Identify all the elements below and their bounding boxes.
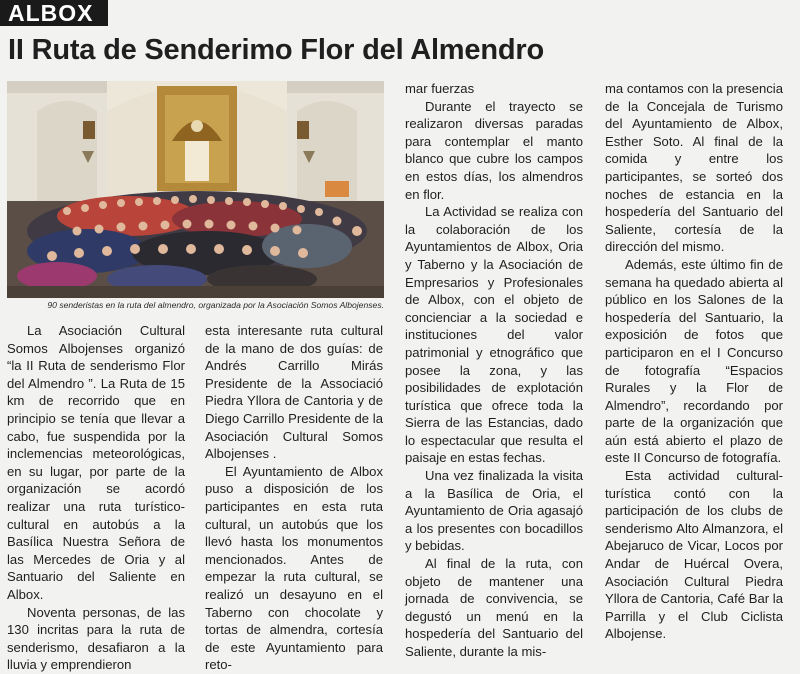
paragraph: Una vez finalizada la visita a la Basílica de Oria, el Ayuntamiento de Oria agasajó a los presentes con bocadillos y bebidas. [405,468,583,554]
paragraph: Esta actividad cultural-turística contó con la participación de los clubs de senderismo Alto Almanzora, el Abejaruco de Vicar, Locos por Andar de Huércal Overa, Asociación Cultural Piedra Yllora de Cantoria, Café Bar la Parrilla y el Club Ciclista Albojense. [605,468,783,642]
paragraph: ma contamos con la presencia de la Concejala de Turismo del Ayuntamiento de Albox, Esther Soto. Al final de la comida y entre los participantes, se sorteó dos noches de estancia en la hospedería del Santuario del Saliente, cortesía de la dirección del mismo. [605,81,783,255]
paragraph: mar fuerzas [405,81,475,96]
article-headline: II Ruta de Senderimo Flor del Almendro [8,34,544,66]
article-column-3 [405,80,583,660]
article-column-4 [605,80,783,660]
group-photo-illustration [7,81,384,298]
section-label: ALBOX [0,0,108,26]
paragraph: Noventa personas, de las 130 incritas para la ruta de senderismo, desafiaron a la lluvia y emprendieron [7,604,185,673]
paragraph: La Actividad se realiza con la colaboración de los Ayuntamientos de Albox, Oria y Taberno y la Asociación de Empresarios y Profesionales de Albox, con el objeto de concienciar a la sociedad e instituciones del valor patrimonial y etnográfico que posee la zona, y las posibilidades de explotación turística que ofrece toda la Sierra de las Estancias, dado lo espectacular que resulta el paisaje en estas fechas. [405,204,583,466]
paragraph: Además, este último fin de semana ha quedado abierta al público en los Salones de la hospedería del Santuario, la exposición de fotos que participaron en el I Concurso de fotografía “Espacios Rurales y la Flor de Almendro”, recordando por parte de la organización que aún está abierto el plazo de este II Concurso de fotografía. [605,256,783,466]
paragraph: Al final de la ruta, con objeto de mantener una jornada de convivencia, se degustó un menú en la hospedería del Santuario del Saliente, durante la mis- [405,556,583,659]
article-column-2 [205,322,383,673]
article-column-1 [7,322,185,673]
photo-caption: 90 senderistas en la ruta del almendro, organizada por la Asociación Somos Albojenses. [47,300,384,310]
paragraph: El Ayuntamiento de Albox puso a disposición de los participantes en esta ruta cultural, un autobús que los llevó hasta los monumentos mencionados. Antes de empezar la ruta cultural, se realizó un desayuno en el Taberno con chocolate y tortas de almendra, cortesía de este Ayuntamiento para reto- [205,463,383,673]
group-photo [7,81,384,298]
paragraph: Durante el trayecto se realizaron diversas paradas para contemplar el manto blanco que cubre los campos en estos días, los almendros en flor. [405,98,583,202]
paragraph: La Asociación Cultural Somos Albojenses organizó “la II Ruta de senderismo Flor del Almendro ”. La Ruta de 15 km de recorrido que en principio se tenía que llevar a cabo, fue suspendida por la inclemencias meteorológicas, en su lugar, por parte de la organización se acordó realizar una ruta turístico-cultural en autobús a la Basílica Nuestra Señora de las Mercedes de Oria y al Santuario del Saliente en Albox. [7,323,185,602]
paragraph: esta interesante ruta cultural de la mano de dos guías: de Andrés Carrillo Mirás Presidente de la Associació Piedra Yllora de Cantoria y de Diego Carrillo Presidente de la Asociación Cultural Somos Albojenses . [205,323,383,462]
